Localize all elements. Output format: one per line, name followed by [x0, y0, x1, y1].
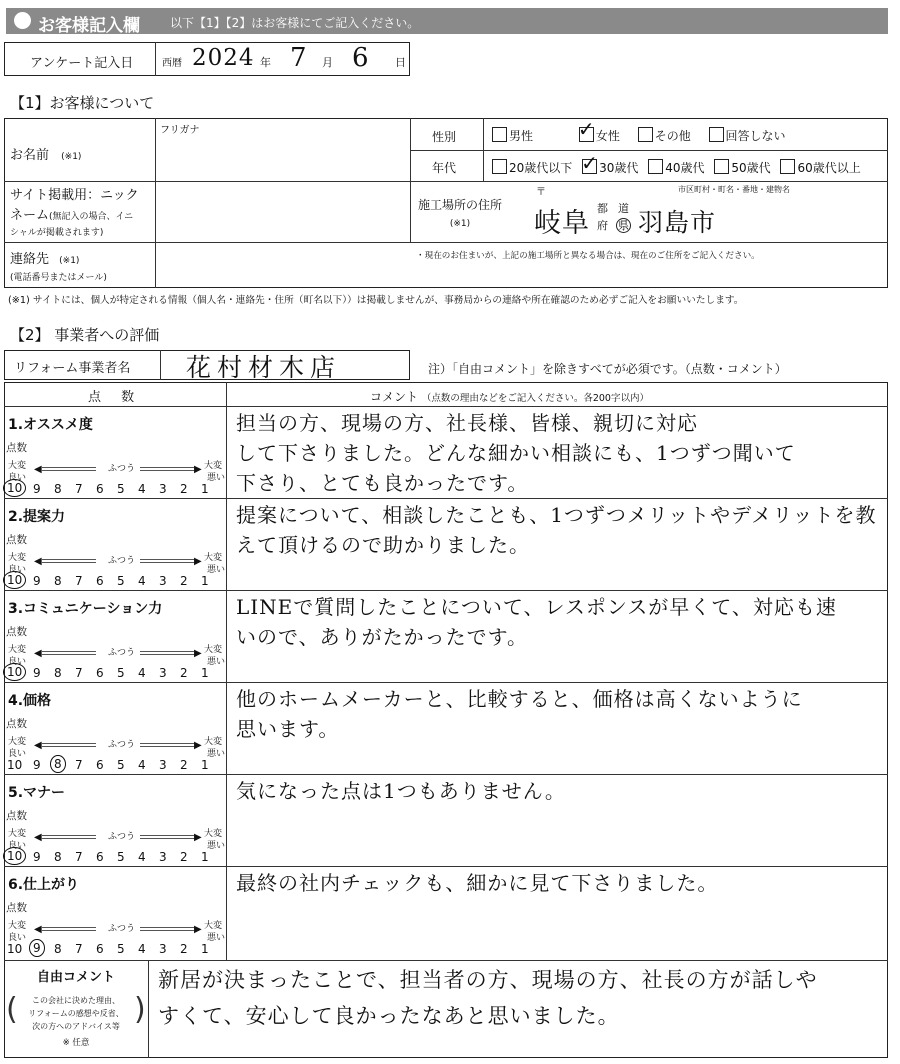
- scale-great: 大変: [8, 645, 27, 655]
- comment-text[interactable]: [236, 408, 882, 498]
- scale-arrow-left-icon: ◀: [34, 464, 96, 475]
- comment-header: コメント （点数の理由などをご記入ください。各200字以内）: [370, 390, 649, 404]
- score-option-1[interactable]: 1: [201, 666, 209, 680]
- age-option-20s[interactable]: 20歳代以下: [492, 161, 572, 175]
- score-option-10[interactable]: 10: [3, 847, 26, 865]
- scale-arrow-left-icon: ◀: [34, 832, 96, 843]
- score-option-7[interactable]: 7: [75, 850, 83, 864]
- score-option-2[interactable]: 2: [180, 482, 188, 496]
- score-option-5[interactable]: 5: [117, 574, 125, 588]
- comment-line: 思います。: [236, 717, 340, 741]
- score-option-4[interactable]: 4: [138, 942, 146, 956]
- year-unit: 年: [260, 56, 271, 69]
- score-option-5[interactable]: 5: [117, 850, 125, 864]
- score-option-6[interactable]: 6: [96, 574, 104, 588]
- scale-bad: 悪い: [207, 473, 226, 483]
- category-name: 3.コミュニケーション力: [8, 601, 163, 617]
- scale-bad-top: 大変: [204, 737, 223, 747]
- comment-text[interactable]: [236, 500, 882, 560]
- scale-score-label: 点数: [6, 442, 27, 454]
- score-option-8[interactable]: 8: [54, 482, 62, 496]
- free-comment-text[interactable]: [158, 962, 882, 1034]
- scale-arrow-right-icon: ▶: [140, 832, 202, 843]
- score-option-10[interactable]: 10: [7, 942, 23, 956]
- prefecture-suffixes: 都 道 府 県: [597, 202, 629, 232]
- checkmark-icon: ✓: [577, 117, 596, 141]
- score-option-10[interactable]: 10: [3, 479, 26, 497]
- scale-score-label: 点数: [6, 534, 27, 546]
- gender-option-no-answer[interactable]: 回答しない: [709, 129, 786, 143]
- score-option-2[interactable]: 2: [180, 942, 188, 956]
- score-option-8[interactable]: 8: [54, 850, 62, 864]
- comment-text[interactable]: [236, 776, 882, 806]
- free-comment-line: 新居が決まったことで、担当者の方、現場の方、社長の方が話しや: [158, 968, 818, 992]
- free-comment-paren-open: (: [6, 992, 18, 1027]
- score-option-5[interactable]: 5: [117, 666, 125, 680]
- score-option-9[interactable]: 9: [29, 939, 45, 957]
- score-option-5[interactable]: 5: [117, 942, 125, 956]
- score-option-2[interactable]: 2: [180, 666, 188, 680]
- comment-line: 気になった点は1つもありません。: [236, 779, 566, 803]
- scale-bad: 悪い: [207, 841, 226, 851]
- scale-arrow-right-icon: ▶: [140, 556, 202, 567]
- score-option-4[interactable]: 4: [138, 666, 146, 680]
- address-caption: 市区町村・町名・番地・建物名: [678, 185, 790, 194]
- scale-arrow-left-icon: ◀: [34, 924, 96, 935]
- address-footnote: ・現在のお住まいが、上記の施工場所と異なる場合は、現在のご住所をご記入ください。: [416, 251, 760, 261]
- day-unit: 日: [395, 56, 406, 69]
- scale-bad: 悪い: [207, 565, 226, 575]
- score-option-2[interactable]: 2: [180, 574, 188, 588]
- free-comment-paren-close: ): [134, 992, 146, 1027]
- score-option-1[interactable]: 1: [201, 942, 209, 956]
- scale-good: 良い: [8, 473, 27, 483]
- checkbox[interactable]: [709, 127, 724, 142]
- gender-option-other[interactable]: その他: [638, 129, 691, 143]
- scale-great: 大変: [8, 461, 27, 471]
- score-option-10[interactable]: 10: [3, 571, 26, 589]
- score-option-9[interactable]: 9: [33, 666, 41, 680]
- score-option-6[interactable]: 6: [96, 758, 104, 772]
- company-label: リフォーム事業者名: [14, 361, 131, 376]
- score-option-2[interactable]: 2: [180, 850, 188, 864]
- age-option-40s[interactable]: 40歳代: [648, 161, 704, 175]
- comment-text[interactable]: [236, 868, 882, 898]
- contact-label: 連絡先 (※1) (電話番号またはメール): [10, 252, 107, 283]
- scale-bad: 悪い: [207, 657, 226, 667]
- age-option-30s[interactable]: 30歳代 ✓: [581, 151, 639, 175]
- comment-text[interactable]: [236, 592, 882, 652]
- checkbox[interactable]: [780, 159, 795, 174]
- scale-score-label: 点数: [6, 902, 27, 914]
- score-option-4[interactable]: 4: [138, 574, 146, 588]
- scale-score-label: 点数: [6, 810, 27, 822]
- score-option-7[interactable]: 7: [75, 758, 83, 772]
- score-option-4[interactable]: 4: [138, 850, 146, 864]
- score-option-7[interactable]: 7: [75, 574, 83, 588]
- score-option-8[interactable]: 8: [50, 755, 66, 773]
- scale-arrow-left-icon: ◀: [34, 740, 96, 751]
- comment-line: 担当の方、現場の方、社長様、皆様、親切に対応: [236, 411, 698, 435]
- checkbox[interactable]: [648, 159, 663, 174]
- month-unit: 月: [322, 56, 333, 69]
- score-option-7[interactable]: 7: [75, 666, 83, 680]
- age-option-60s[interactable]: 60歳代以上: [780, 161, 860, 175]
- comment-line: 他のホームメーカーと、比較すると、価格は高くないように: [236, 687, 803, 711]
- prefecture-value: 岐阜: [534, 208, 590, 239]
- score-option-3[interactable]: 3: [159, 850, 167, 864]
- scale-great: 大変: [8, 921, 27, 931]
- address-field[interactable]: [530, 196, 880, 240]
- score-option-9[interactable]: 9: [33, 758, 41, 772]
- score-option-3[interactable]: 3: [159, 758, 167, 772]
- scale-bad: 悪い: [207, 933, 226, 943]
- scale-good: 良い: [8, 749, 27, 759]
- gender-options: [492, 117, 786, 144]
- score-option-1[interactable]: 1: [201, 482, 209, 496]
- score-option-9[interactable]: 9: [33, 574, 41, 588]
- scale-arrow-right-icon: ▶: [140, 924, 202, 935]
- gender-label: 性別: [432, 130, 457, 144]
- comment-text[interactable]: [236, 684, 882, 744]
- score-option-6[interactable]: 6: [96, 482, 104, 496]
- scale-good: 良い: [8, 565, 27, 575]
- checkbox[interactable]: [714, 159, 729, 174]
- score-option-5[interactable]: 5: [117, 758, 125, 772]
- scale-mid: ふつう: [108, 924, 136, 934]
- score-option-10[interactable]: 10: [7, 758, 23, 772]
- comment-line: 下さり、とても良かったです。: [236, 471, 529, 495]
- score-option-1[interactable]: 1: [201, 758, 209, 772]
- category-name: 5.マナー: [8, 785, 66, 801]
- furigana-label: フリガナ: [160, 125, 200, 136]
- scale-score-label: 点数: [6, 626, 27, 638]
- scale-mid: ふつう: [108, 556, 136, 566]
- scale-great: 大変: [8, 553, 27, 563]
- comment-line: いので、ありがたかったです。: [236, 625, 528, 649]
- checkmark-icon: ✓: [581, 151, 599, 175]
- scale-good: 良い: [8, 841, 27, 851]
- checkbox[interactable]: [492, 127, 507, 142]
- scale-good: 良い: [8, 933, 27, 943]
- score-option-8[interactable]: 8: [54, 666, 62, 680]
- scale-bad-top: 大変: [204, 553, 223, 563]
- score-option-7[interactable]: 7: [75, 942, 83, 956]
- scale-good: 良い: [8, 657, 27, 667]
- scale-mid: ふつう: [108, 648, 136, 658]
- age-options: [492, 151, 861, 176]
- score-option-8[interactable]: 8: [54, 942, 62, 956]
- privacy-note: (※1) サイトには、個人が特定される情報（個人名・連絡先・住所（町名以下））は掲載しませんが、事務局からの連絡や所在確認のため必ずご記入をお願いいたします。: [8, 295, 744, 306]
- era-label: 西暦: [162, 58, 182, 69]
- score-option-1[interactable]: 1: [201, 850, 209, 864]
- score-option-6[interactable]: 6: [96, 942, 104, 956]
- score-option-3[interactable]: 3: [159, 666, 167, 680]
- scale-great: 大変: [8, 829, 27, 839]
- contact-field[interactable]: [160, 246, 405, 284]
- address-label: 施工場所の住所 (※1): [418, 198, 503, 229]
- score-option-9[interactable]: 9: [33, 482, 41, 496]
- header-bullet-icon: [14, 12, 31, 29]
- score-option-3[interactable]: 3: [159, 942, 167, 956]
- nickname-label: サイト掲載用：ニック ネーム(無記入の場合、イニ シャルが掲載されます): [10, 188, 139, 238]
- score-option-3[interactable]: 3: [159, 482, 167, 496]
- score-option-5[interactable]: 5: [117, 482, 125, 496]
- month-value: 7: [290, 43, 308, 73]
- category-name: 2.提案力: [8, 509, 66, 525]
- free-comment-line: すくて、安心して良かったなあと思いました。: [158, 1004, 620, 1028]
- score-option-8[interactable]: 8: [54, 574, 62, 588]
- header-instruction: 以下【1】【2】はお客様にてご記入ください。: [170, 16, 420, 30]
- score-option-4[interactable]: 4: [138, 482, 146, 496]
- comment-line: 最終の社内チェックも、細かに見て下さりました。: [236, 871, 719, 895]
- name-field[interactable]: [160, 134, 405, 178]
- score-header: 点 数: [88, 390, 143, 405]
- scale-mid: ふつう: [108, 464, 136, 474]
- survey-date-label: アンケート記入日: [30, 56, 134, 71]
- scale-arrow-right-icon: ▶: [140, 740, 202, 751]
- score-option-1[interactable]: 1: [201, 574, 209, 588]
- gender-option-female[interactable]: 女性 ✓: [577, 117, 620, 143]
- score-option-6[interactable]: 6: [96, 850, 104, 864]
- scale-bad-top: 大変: [204, 645, 223, 655]
- comment-line: えて頂けるので助かりました。: [236, 533, 530, 557]
- nickname-field[interactable]: [160, 186, 405, 238]
- scale-score-label: 点数: [6, 718, 27, 730]
- scale-bad-top: 大変: [204, 921, 223, 931]
- postal-mark: 〒: [536, 187, 546, 198]
- scale-great: 大変: [8, 737, 27, 747]
- scale-mid: ふつう: [108, 832, 136, 842]
- scale-arrow-left-icon: ◀: [34, 556, 96, 567]
- comment-line: LINEで質問したことについて、レスポンスが早くて、対応も速: [236, 595, 837, 619]
- score-option-10[interactable]: 10: [3, 663, 26, 681]
- category-name: 4.価格: [8, 693, 52, 709]
- scale-arrow-left-icon: ◀: [34, 648, 96, 659]
- scale-arrow-right-icon: ▶: [140, 464, 202, 475]
- company-value: 花村材木店: [186, 353, 342, 382]
- city-value: 羽島市: [638, 208, 717, 237]
- category-name: 6.仕上がり: [8, 877, 80, 893]
- score-option-4[interactable]: 4: [138, 758, 146, 772]
- scale-bad-top: 大変: [204, 461, 223, 471]
- gender-option-male[interactable]: 男性: [492, 129, 533, 143]
- comment-line: 提案について、相談したことも、1つずつメリットやデメリットを教: [236, 503, 877, 527]
- section1-title: 【1】お客様について: [10, 94, 155, 112]
- scale-bad: 悪い: [207, 749, 226, 759]
- required-note: 注）「自由コメント」を除きすべてが必須です。（点数・コメント）: [428, 362, 787, 376]
- scale-arrow-right-icon: ▶: [140, 648, 202, 659]
- free-comment-label: 自由コメント この会社に決めた理由、 リフォームの感想や反省、 次の方へのアドバイス等 ※ 任意: [28, 970, 124, 1048]
- scale-bad-top: 大変: [204, 829, 223, 839]
- name-label: お名前 (※1): [10, 148, 82, 163]
- score-option-7[interactable]: 7: [75, 482, 83, 496]
- scale-mid: ふつう: [108, 740, 136, 750]
- year-value: 2024: [192, 45, 255, 71]
- day-value: 6: [352, 43, 370, 73]
- score-option-9[interactable]: 9: [33, 850, 41, 864]
- comment-line: して下さりました。どんな細かい相談にも、1つずつ聞いて: [236, 441, 796, 465]
- score-option-3[interactable]: 3: [159, 574, 167, 588]
- checkbox[interactable]: [638, 127, 653, 142]
- header-title: お客様記入欄: [38, 16, 140, 36]
- category-name: 1.オススメ度: [8, 417, 93, 433]
- score-option-6[interactable]: 6: [96, 666, 104, 680]
- checkbox[interactable]: [492, 159, 507, 174]
- age-label: 年代: [432, 161, 457, 175]
- score-option-2[interactable]: 2: [180, 758, 188, 772]
- age-option-50s[interactable]: 50歳代: [714, 161, 770, 175]
- section2-title: 【2】 事業者への評価: [10, 326, 160, 344]
